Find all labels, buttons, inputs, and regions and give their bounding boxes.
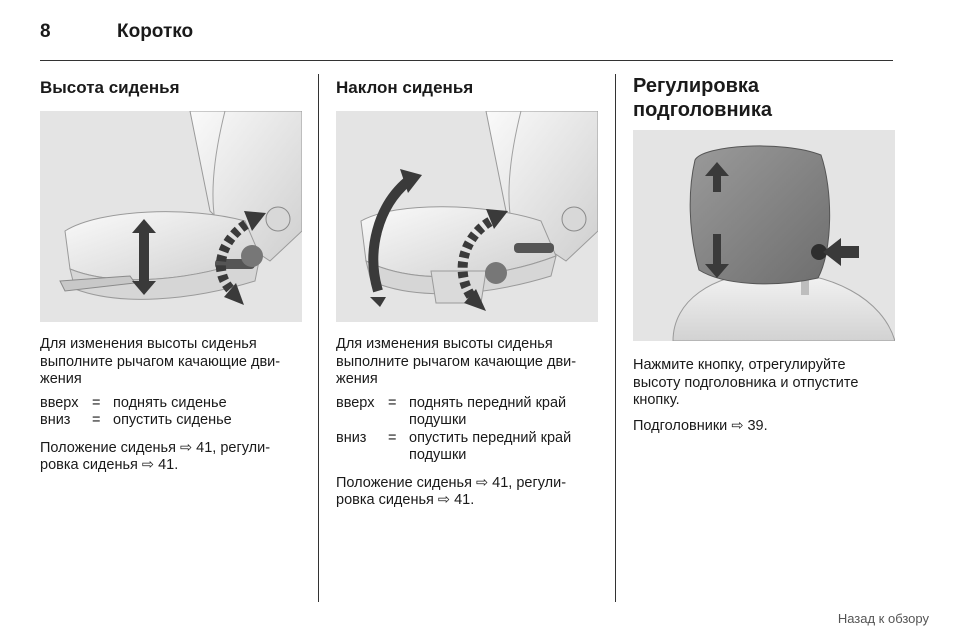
seat-height-illustration — [40, 111, 302, 322]
seat-tilt-intro: Для изменения высоты сиденья выполните рычагом качающие движения — [336, 336, 577, 387]
definition-term: вверх — [40, 394, 79, 411]
seat-height-reference[interactable]: Положение сиденья ⇨ 41, регулировка сиденья ⇨ 41. — [40, 439, 271, 473]
page-number: 8 — [40, 21, 51, 42]
seat-height-definitions — [40, 395, 302, 430]
definition-desc: опустить сиденье — [113, 412, 232, 428]
definition-equals: = — [388, 429, 397, 446]
definition-equals: = — [388, 394, 397, 411]
definition-equals: = — [92, 394, 101, 411]
seat-height-title: Высота сиденья — [40, 78, 180, 97]
header-rule — [40, 60, 893, 61]
seat-height-intro: Для изменения высоты сиденья выполните рычагом качающие движения — [40, 336, 281, 387]
headrest-reference[interactable]: Подголовники ⇨ 39. — [633, 417, 768, 434]
seat-tilt-section — [336, 74, 598, 510]
headrest-illustration — [633, 130, 895, 341]
definition-desc: поднять сиденье — [113, 394, 227, 411]
column-divider — [318, 74, 319, 602]
definition-term: вниз — [40, 412, 71, 428]
seat-tilt-illustration — [336, 111, 598, 322]
definition-desc: опустить передний край подушки — [409, 429, 572, 463]
definition-equals: = — [92, 412, 101, 428]
seat-height-section — [40, 74, 302, 475]
definition-row — [336, 430, 598, 465]
headrest-section — [633, 74, 895, 435]
section-name: Коротко — [117, 21, 194, 42]
definition-row — [40, 395, 302, 413]
definition-row — [336, 395, 598, 430]
definition-row — [40, 412, 302, 430]
column-divider — [615, 74, 616, 602]
definition-term: вниз — [336, 429, 367, 446]
headrest-title-line2: подголовника — [633, 99, 772, 121]
definition-desc: поднять передний край подушки — [409, 394, 567, 428]
headrest-title-line1: Регулировка — [633, 75, 760, 97]
headrest-body: Нажмите кнопку, отрегулируйте высоту подголовника и отпустите кнопку. — [633, 357, 859, 408]
seat-tilt-title: Наклон сиденья — [336, 78, 474, 97]
seat-tilt-reference[interactable]: Положение сиденья ⇨ 41, регулировка сиденья ⇨ 41. — [336, 474, 567, 508]
back-to-overview-link[interactable]: Назад к обзору — [837, 611, 929, 626]
headrest-title — [633, 74, 895, 122]
definition-term: вверх — [336, 394, 375, 411]
seat-tilt-definitions — [336, 395, 598, 465]
